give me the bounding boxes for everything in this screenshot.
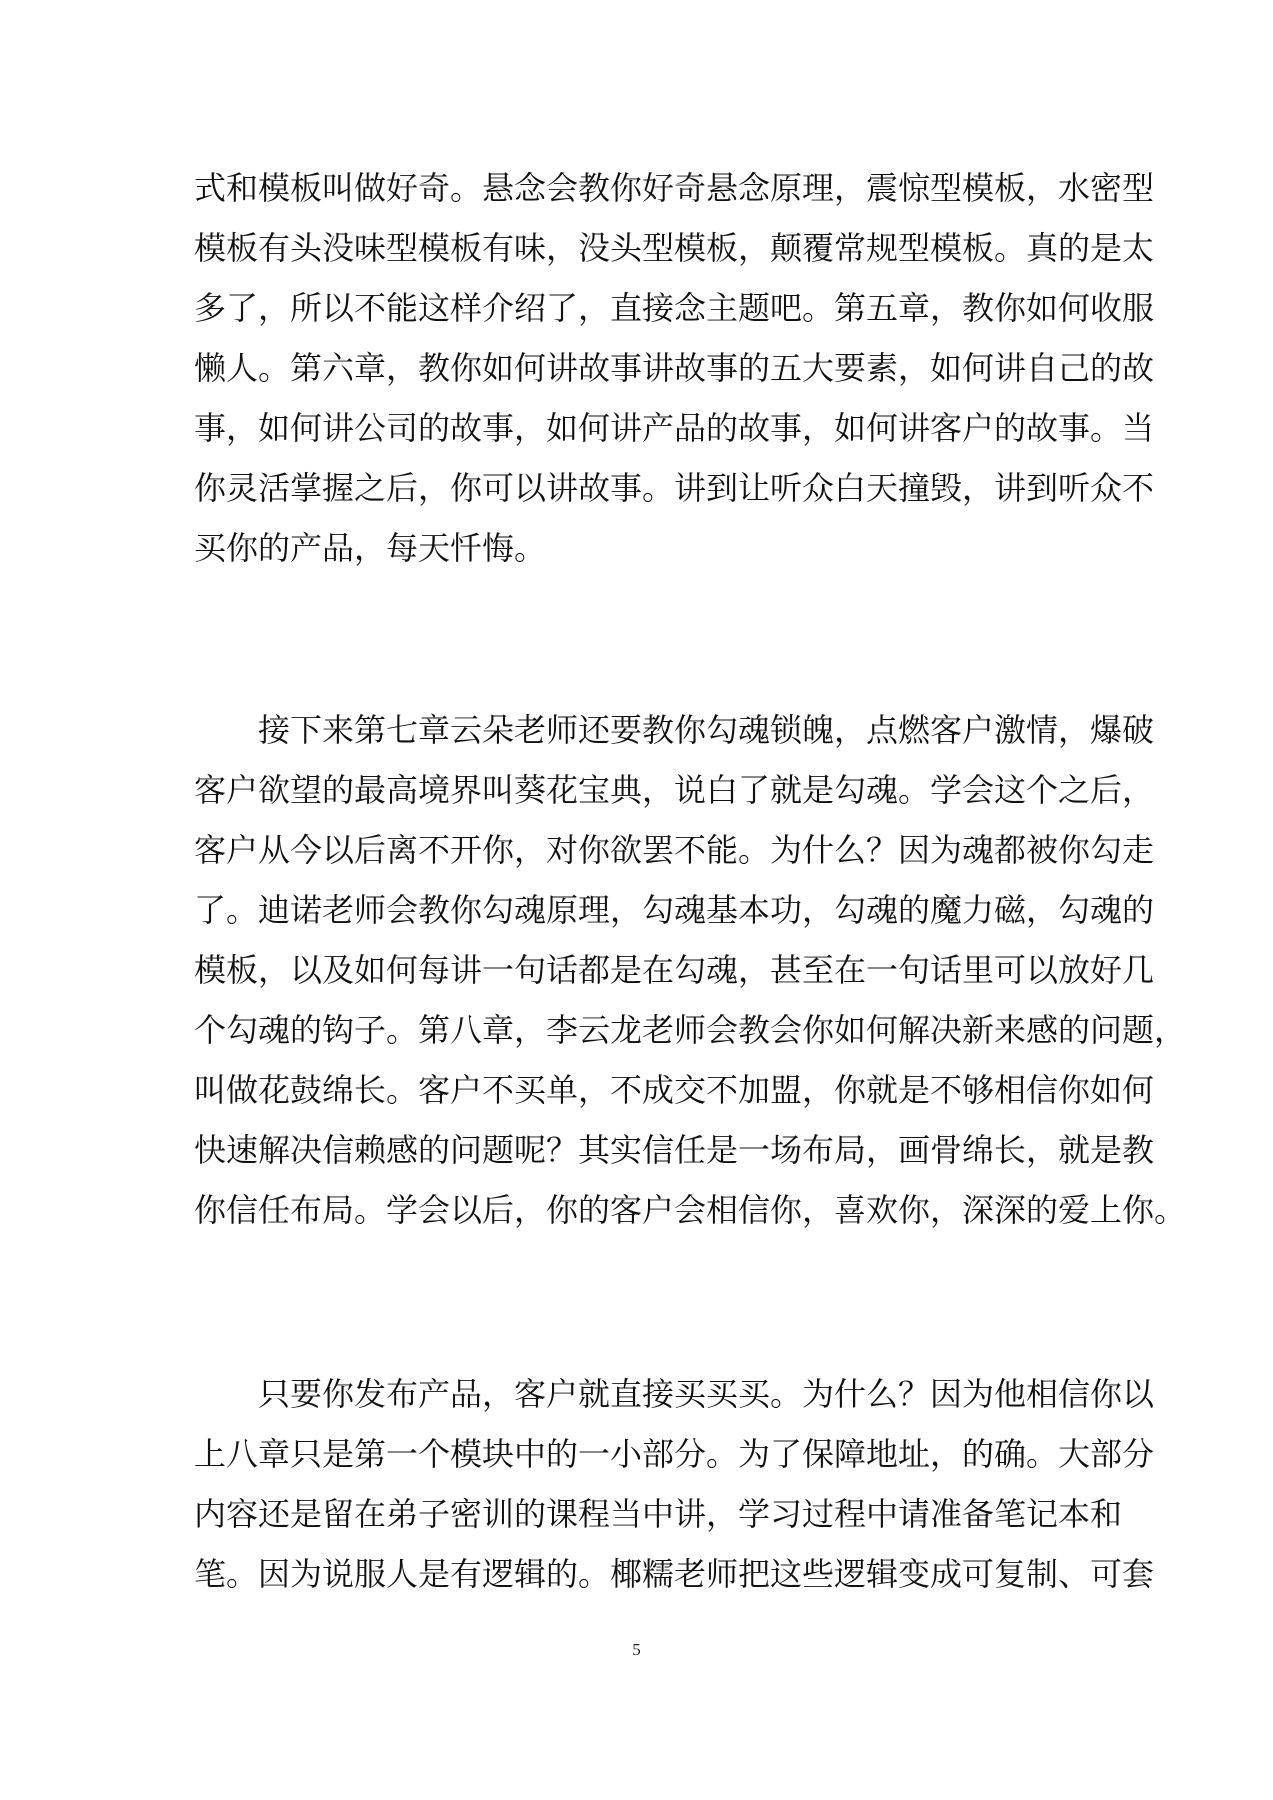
- page-number: 5: [632, 1640, 641, 1659]
- text-line: 事，如何讲公司的故事，如何讲产品的故事，如何讲客户的故事。当: [194, 409, 1155, 447]
- text-line: 买你的产品，每天忏悔。: [194, 529, 547, 567]
- text-line: 你灵活掌握之后，你可以讲故事。讲到让听众白天撞毁，讲到听众不: [194, 469, 1155, 507]
- text-line: 懒人。第六章，教你如何讲故事讲故事的五大要素，如何讲自己的故: [194, 349, 1155, 387]
- text-line: 客户从今以后离不开你，对你欲罢不能。为什么？因为魂都被你勾走: [194, 831, 1155, 869]
- paragraph-2: [194, 700, 1187, 1240]
- text-line: 上八章只是第一个模块中的一小部分。为了保障地址，的确。大部分: [194, 1435, 1155, 1473]
- text-line: 模板有头没味型模板有味，没头型模板，颠覆常规型模板。真的是太: [194, 229, 1155, 267]
- text-line: 只要你发布产品，客户就直接买买买。为什么？因为他相信你以: [258, 1375, 1155, 1413]
- text-line: 内容还是留在弟子密训的课程当中讲，学习过程中请准备笔记本和: [194, 1495, 1123, 1533]
- text-line: 笔。因为说服人是有逻辑的。椰糯老师把这些逻辑变成可复制、可套: [194, 1555, 1155, 1593]
- text-line: 式和模板叫做好奇。悬念会教你好奇悬念原理，震惊型模板，水密型: [194, 169, 1155, 207]
- text-line: 模板，以及如何每讲一句话都是在勾魂，甚至在一句话里可以放好几: [194, 951, 1155, 989]
- text-line: 多了，所以不能这样介绍了，直接念主题吧。第五章，教你如何收服: [194, 289, 1155, 327]
- text-line: 个勾魂的钩子。第八章，李云龙老师会教会你如何解决新来感的问题，: [194, 1011, 1187, 1049]
- paragraph-1: [194, 158, 1155, 578]
- paragraph-3: [194, 1364, 1155, 1604]
- text-line: 了。迪诺老师会教你勾魂原理，勾魂基本功，勾魂的魔力磁，勾魂的: [194, 891, 1155, 929]
- text-line: 接下来第七章云朵老师还要教你勾魂锁魄，点燃客户激情，爆破: [258, 711, 1155, 749]
- text-line: 快速解决信赖感的问题呢？其实信任是一场布局，画骨绵长，就是教: [194, 1131, 1155, 1169]
- text-line: 叫做花鼓绵长。客户不买单，不成交不加盟，你就是不够相信你如何: [194, 1071, 1155, 1109]
- text-line: 你信任布局。学会以后，你的客户会相信你，喜欢你，深深的爱上你。: [194, 1191, 1187, 1229]
- text-line: 客户欲望的最高境界叫葵花宝典，说白了就是勾魂。学会这个之后，: [194, 771, 1155, 809]
